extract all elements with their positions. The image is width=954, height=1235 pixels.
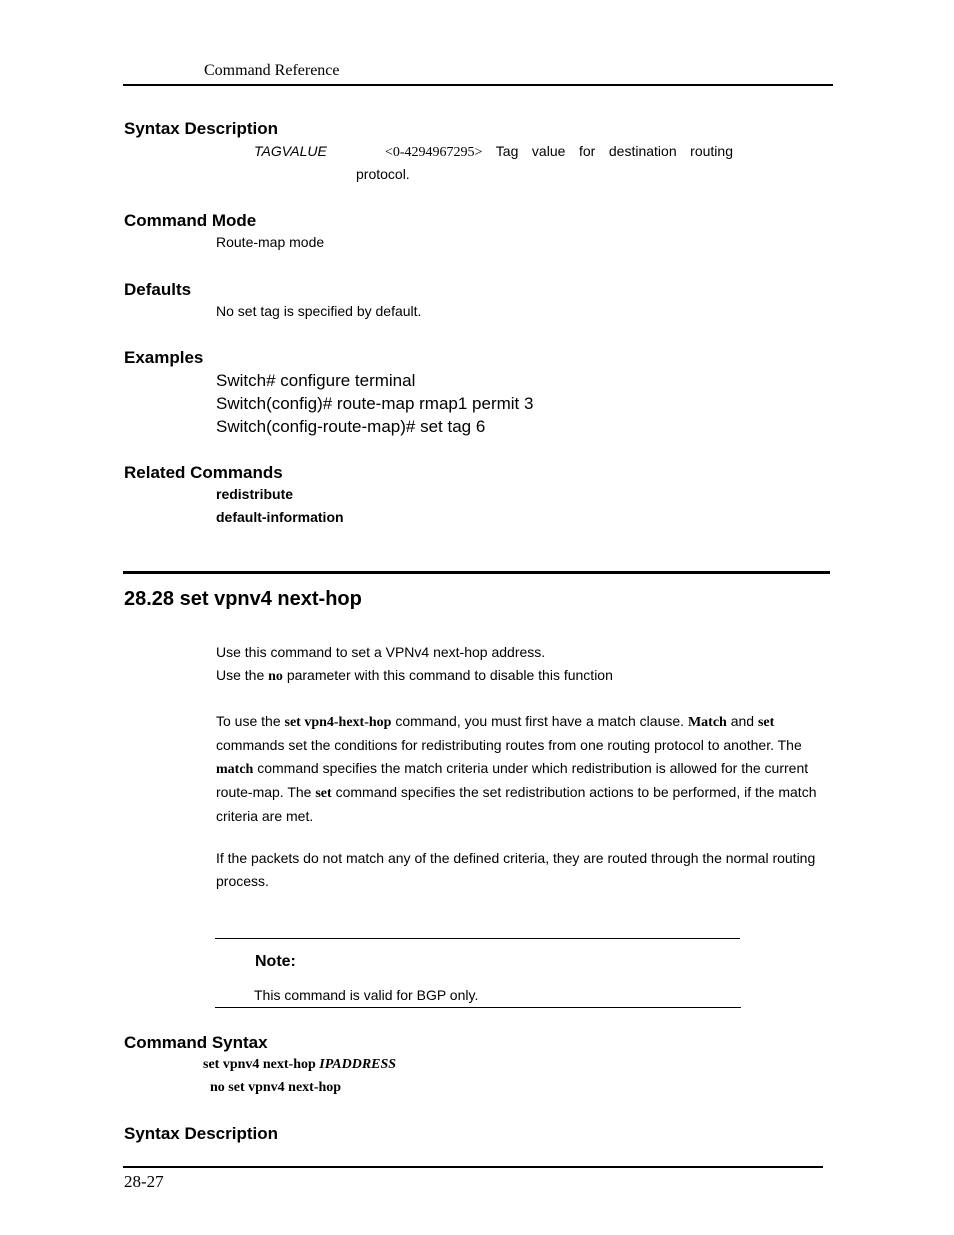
paragraph (216, 710, 832, 828)
text-run: command specifies the match criteria under which redistribution is allowed for the current route-map. The (216, 760, 809, 800)
param-description-line1: Tag value for destination routing (495, 143, 733, 159)
text-run: and (726, 713, 758, 729)
param-name: TAGVALUE (254, 143, 327, 159)
text-run: If the packets do not match any of the defined criteria, they are routed through the normal routing process. (216, 850, 816, 889)
syntax-description-row (254, 143, 734, 159)
command-syntax-heading: Command Syntax (124, 1033, 268, 1052)
syntax-command: set vpnv4 next-hop (203, 1057, 320, 1072)
defaults-text: No set tag is specified by default. (216, 303, 422, 319)
paragraph-line: Use this command to set a VPNv4 next-hop address. (216, 644, 546, 660)
text-run: commands set the conditions for redistributing routes from one routing protocol to another. The (216, 737, 802, 753)
related-commands-heading: Related Commands (124, 463, 283, 482)
text-run: command specifies the set redistribution actions to be performed, if the match criteria are met. (216, 784, 817, 824)
defaults-heading: Defaults (124, 280, 192, 299)
keyword-match: match (216, 762, 254, 777)
note-label: Note: (255, 953, 296, 970)
example-line: Switch(config)# route-map rmap1 permit 3 (216, 394, 534, 413)
command-syntax-line: no set vpnv4 next-hop (210, 1080, 342, 1095)
command-mode-heading: Command Mode (124, 211, 257, 230)
param-description (385, 143, 733, 161)
note-rule-bottom (215, 1007, 741, 1008)
section-title: 28.28 set vpnv4 next-hop (124, 588, 362, 610)
page-number: 28-27 (124, 1172, 164, 1191)
paragraph (216, 641, 832, 664)
syntax-description-heading: Syntax Description (124, 119, 278, 138)
related-command-item: redistribute (216, 486, 294, 502)
command-mode-text: Route-map mode (216, 234, 325, 250)
syntax-description-heading: Syntax Description (124, 1124, 278, 1143)
section-rule (123, 571, 830, 574)
keyword-set: set (315, 786, 332, 801)
note-text: This command is valid for BGP only. (254, 987, 479, 1003)
param-description-line2: protocol. (356, 166, 410, 182)
example-line: Switch(config-route-map)# set tag 6 (216, 417, 486, 436)
paragraph (216, 847, 816, 893)
command-syntax-line (203, 1057, 396, 1073)
text-run: To use the (216, 713, 285, 729)
paragraph (216, 664, 832, 688)
keyword-set: set (757, 715, 775, 730)
text-run: command, you must first have a match clause. (391, 713, 688, 729)
keyword-match: Match (687, 715, 727, 730)
keyword-no: no (268, 669, 283, 684)
examples-heading: Examples (124, 348, 204, 367)
text-run: Use the (216, 667, 269, 683)
keyword-cmd: set vpn4-hext-hop (284, 715, 392, 730)
header-rule (123, 84, 833, 86)
example-line: Switch# configure terminal (216, 371, 416, 390)
param-range: <0-4294967295> (385, 145, 483, 160)
footer-rule (123, 1166, 823, 1168)
running-header: Command Reference (204, 62, 340, 79)
text-run: parameter with this command to disable this function (282, 667, 613, 683)
related-command-item: default-information (216, 509, 344, 525)
note-rule-top (215, 938, 740, 939)
syntax-param: IPADDRESS (319, 1057, 397, 1072)
